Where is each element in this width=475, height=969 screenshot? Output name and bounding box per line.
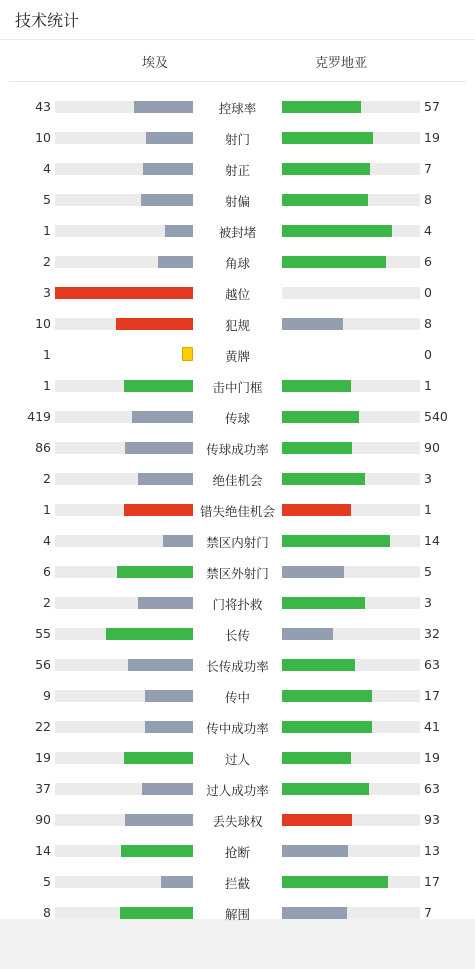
page-title — [0, 0, 475, 40]
team-header — [9, 40, 466, 82]
home-value: 9 — [43, 688, 51, 703]
home-bar-fill — [132, 411, 193, 423]
stat-label: 射偏 — [224, 194, 250, 209]
away-bar-fill — [282, 473, 365, 485]
home-value: 8 — [43, 905, 51, 920]
away-value: 1 — [424, 502, 432, 517]
home-bar-fill — [146, 132, 193, 144]
away-bar-track — [282, 380, 420, 392]
stat-label: 越位 — [224, 287, 250, 302]
home-bar-track — [55, 814, 193, 826]
stat-row — [0, 649, 475, 680]
away-bar-fill — [282, 721, 372, 733]
away-bar-track — [282, 225, 420, 237]
yellow-card-icon — [182, 347, 193, 361]
away-value: 7 — [424, 161, 432, 176]
home-value: 5 — [43, 874, 51, 889]
stat-row — [0, 463, 475, 494]
home-bar-fill — [145, 690, 193, 702]
away-value: 41 — [424, 719, 440, 734]
away-bar-track — [282, 814, 420, 826]
away-bar-track — [282, 473, 420, 485]
home-value: 86 — [35, 440, 51, 455]
away-bar-fill — [282, 318, 343, 330]
home-bar-track — [55, 473, 193, 485]
stat-row — [0, 587, 475, 618]
home-value: 22 — [35, 719, 51, 734]
home-value: 2 — [43, 254, 51, 269]
away-bar-fill — [282, 225, 392, 237]
stat-label: 丢失球权 — [212, 814, 263, 829]
away-value: 63 — [424, 781, 440, 796]
stat-row — [0, 556, 475, 587]
stat-row — [0, 339, 475, 370]
away-value: 8 — [424, 192, 432, 207]
stat-label: 被封堵 — [218, 225, 257, 240]
home-bar-fill — [124, 504, 193, 516]
stat-label: 长传成功率 — [206, 659, 269, 674]
stat-row — [0, 122, 475, 153]
stat-label: 控球率 — [218, 101, 257, 116]
away-bar-fill — [282, 101, 361, 113]
away-value: 8 — [424, 316, 432, 331]
away-bar-track — [282, 876, 420, 888]
stat-label: 解围 — [224, 907, 250, 922]
away-value: 19 — [424, 130, 440, 145]
away-bar-fill — [282, 132, 373, 144]
home-value: 4 — [43, 533, 51, 548]
away-bar-track — [282, 783, 420, 795]
home-bar-track — [55, 132, 193, 144]
away-bar-track — [282, 752, 420, 764]
home-value: 2 — [43, 471, 51, 486]
stat-row — [0, 804, 475, 835]
home-bar-track — [55, 721, 193, 733]
away-value: 4 — [424, 223, 432, 238]
away-bar-track — [282, 101, 420, 113]
away-bar-track — [282, 721, 420, 733]
away-bar-track — [282, 628, 420, 640]
stat-row — [0, 773, 475, 804]
away-bar-fill — [282, 566, 344, 578]
home-bar-track — [55, 163, 193, 175]
stat-label: 禁区内射门 — [206, 535, 269, 550]
stat-row — [0, 835, 475, 866]
away-value: 93 — [424, 812, 440, 827]
home-bar-track — [55, 566, 193, 578]
home-bar-fill — [125, 814, 193, 826]
away-value: 19 — [424, 750, 440, 765]
away-bar-track — [282, 256, 420, 268]
home-value: 10 — [35, 130, 51, 145]
home-value: 56 — [35, 657, 51, 672]
stat-row — [0, 897, 475, 928]
stat-label: 黄牌 — [224, 349, 250, 364]
away-value: 1 — [424, 378, 432, 393]
stat-row — [0, 246, 475, 277]
home-value: 90 — [35, 812, 51, 827]
stat-row — [0, 618, 475, 649]
home-bar-track — [55, 225, 193, 237]
home-bar-fill — [143, 163, 193, 175]
stat-row — [0, 866, 475, 897]
away-bar-fill — [282, 597, 365, 609]
stat-label: 射正 — [224, 163, 250, 178]
home-value: 14 — [35, 843, 51, 858]
home-value: 55 — [35, 626, 51, 641]
home-bar-track — [55, 659, 193, 671]
home-bar-track — [55, 504, 193, 516]
away-bar-track — [282, 194, 420, 206]
home-bar-fill — [121, 845, 193, 857]
stat-row — [0, 711, 475, 742]
away-value: 6 — [424, 254, 432, 269]
home-bar-fill — [165, 225, 193, 237]
home-value: 37 — [35, 781, 51, 796]
stats-list — [0, 82, 475, 928]
home-value: 19 — [35, 750, 51, 765]
stat-label: 错失绝佳机会 — [199, 504, 275, 519]
away-bar-track — [282, 907, 420, 919]
home-bar-fill — [124, 752, 193, 764]
stat-row — [0, 277, 475, 308]
away-bar-fill — [282, 535, 390, 547]
home-bar-track — [55, 876, 193, 888]
stat-label: 过人 — [224, 752, 250, 767]
stat-row — [0, 370, 475, 401]
home-value: 2 — [43, 595, 51, 610]
away-value: 57 — [424, 99, 440, 114]
home-bar-fill — [142, 783, 193, 795]
away-value: 14 — [424, 533, 440, 548]
home-bar-track — [55, 783, 193, 795]
home-value: 1 — [43, 378, 51, 393]
away-value: 63 — [424, 657, 440, 672]
away-value: 540 — [424, 409, 448, 424]
page-title-text: 技术统计 — [15, 11, 80, 30]
away-bar-fill — [282, 783, 369, 795]
away-bar-fill — [282, 814, 352, 826]
home-bar-fill — [120, 907, 193, 919]
away-value: 7 — [424, 905, 432, 920]
stat-row — [0, 742, 475, 773]
stat-label: 禁区外射门 — [206, 566, 269, 581]
away-bar-fill — [282, 876, 388, 888]
away-value: 13 — [424, 843, 440, 858]
stat-label: 犯规 — [224, 318, 250, 333]
away-bar-fill — [282, 411, 359, 423]
home-value: 4 — [43, 161, 51, 176]
away-value: 90 — [424, 440, 440, 455]
away-value: 17 — [424, 688, 440, 703]
away-bar-track — [282, 318, 420, 330]
away-team-name: 克罗地亚 — [315, 56, 368, 71]
home-value: 5 — [43, 192, 51, 207]
stat-label: 角球 — [224, 256, 250, 271]
stat-row — [0, 184, 475, 215]
away-bar-track — [282, 132, 420, 144]
away-bar-fill — [282, 504, 351, 516]
stat-label: 绝佳机会 — [212, 473, 263, 488]
away-bar-track — [282, 504, 420, 516]
away-value: 5 — [424, 564, 432, 579]
home-bar-track — [55, 442, 193, 454]
stat-label: 传球 — [224, 411, 250, 426]
home-bar-track — [55, 101, 193, 113]
away-bar-track — [282, 442, 420, 454]
home-bar-track — [55, 597, 193, 609]
away-bar-track — [282, 597, 420, 609]
home-bar-fill — [145, 721, 193, 733]
stat-row — [0, 680, 475, 711]
away-bar-track — [282, 690, 420, 702]
stat-row — [0, 308, 475, 339]
home-bar-fill — [138, 597, 193, 609]
stat-label: 长传 — [224, 628, 250, 643]
away-bar-fill — [282, 690, 372, 702]
home-bar-track — [55, 690, 193, 702]
home-bar-fill — [158, 256, 193, 268]
home-value: 43 — [35, 99, 51, 114]
home-bar-fill — [125, 442, 193, 454]
away-bar-fill — [282, 256, 386, 268]
home-bar-track — [55, 628, 193, 640]
away-value: 3 — [424, 471, 432, 486]
away-bar-track — [282, 566, 420, 578]
away-bar-track — [282, 163, 420, 175]
stat-label: 抢断 — [224, 845, 250, 860]
home-value: 419 — [27, 409, 51, 424]
home-bar-track — [55, 287, 193, 299]
stat-row — [0, 432, 475, 463]
away-bar-fill — [282, 163, 370, 175]
away-value: 0 — [424, 347, 432, 362]
stat-label: 门将扑救 — [212, 597, 263, 612]
home-bar-track — [55, 380, 193, 392]
stat-row — [0, 91, 475, 122]
stat-label: 传中 — [224, 690, 250, 705]
stat-label: 射门 — [224, 132, 250, 147]
home-bar-track — [55, 318, 193, 330]
home-bar-fill — [163, 535, 193, 547]
stat-row — [0, 153, 475, 184]
away-bar-fill — [282, 752, 351, 764]
home-bar-fill — [55, 287, 193, 299]
away-value: 32 — [424, 626, 440, 641]
stat-label: 击中门框 — [212, 380, 263, 395]
stat-row — [0, 401, 475, 432]
home-bar-fill — [106, 628, 193, 640]
home-value: 10 — [35, 316, 51, 331]
stat-label: 过人成功率 — [206, 783, 269, 798]
home-bar-track — [55, 752, 193, 764]
home-bar-fill — [141, 194, 193, 206]
home-value: 1 — [43, 223, 51, 238]
away-bar-fill — [282, 442, 352, 454]
home-bar-fill — [138, 473, 193, 485]
home-bar-track — [55, 411, 193, 423]
home-value: 1 — [43, 347, 51, 362]
stat-label: 传球成功率 — [206, 442, 269, 457]
away-bar-track — [282, 659, 420, 671]
away-bar-track — [282, 287, 420, 299]
away-bar-track — [282, 845, 420, 857]
home-team-name: 埃及 — [142, 56, 169, 71]
home-bar-track — [55, 907, 193, 919]
away-bar-fill — [282, 907, 347, 919]
stat-row — [0, 215, 475, 246]
home-bar-fill — [128, 659, 193, 671]
stat-row — [0, 525, 475, 556]
away-bar-fill — [282, 845, 348, 857]
away-bar-track — [282, 411, 420, 423]
home-bar-track — [55, 256, 193, 268]
home-bar-fill — [134, 101, 193, 113]
away-value: 17 — [424, 874, 440, 889]
away-value: 0 — [424, 285, 432, 300]
home-value: 3 — [43, 285, 51, 300]
home-value: 6 — [43, 564, 51, 579]
away-bar-fill — [282, 380, 351, 392]
home-bar-track — [55, 194, 193, 206]
home-bar-fill — [117, 566, 193, 578]
away-bar-fill — [282, 194, 368, 206]
stat-row — [0, 494, 475, 525]
home-bar-fill — [161, 876, 193, 888]
home-bar-fill — [116, 318, 193, 330]
home-value: 1 — [43, 502, 51, 517]
stat-label: 拦截 — [224, 876, 250, 891]
away-bar-fill — [282, 628, 333, 640]
home-bar-track — [55, 845, 193, 857]
stat-label: 传中成功率 — [206, 721, 269, 736]
home-bar-track — [55, 535, 193, 547]
away-bar-track — [282, 535, 420, 547]
away-bar-fill — [282, 659, 355, 671]
home-bar-fill — [124, 380, 193, 392]
away-value: 3 — [424, 595, 432, 610]
